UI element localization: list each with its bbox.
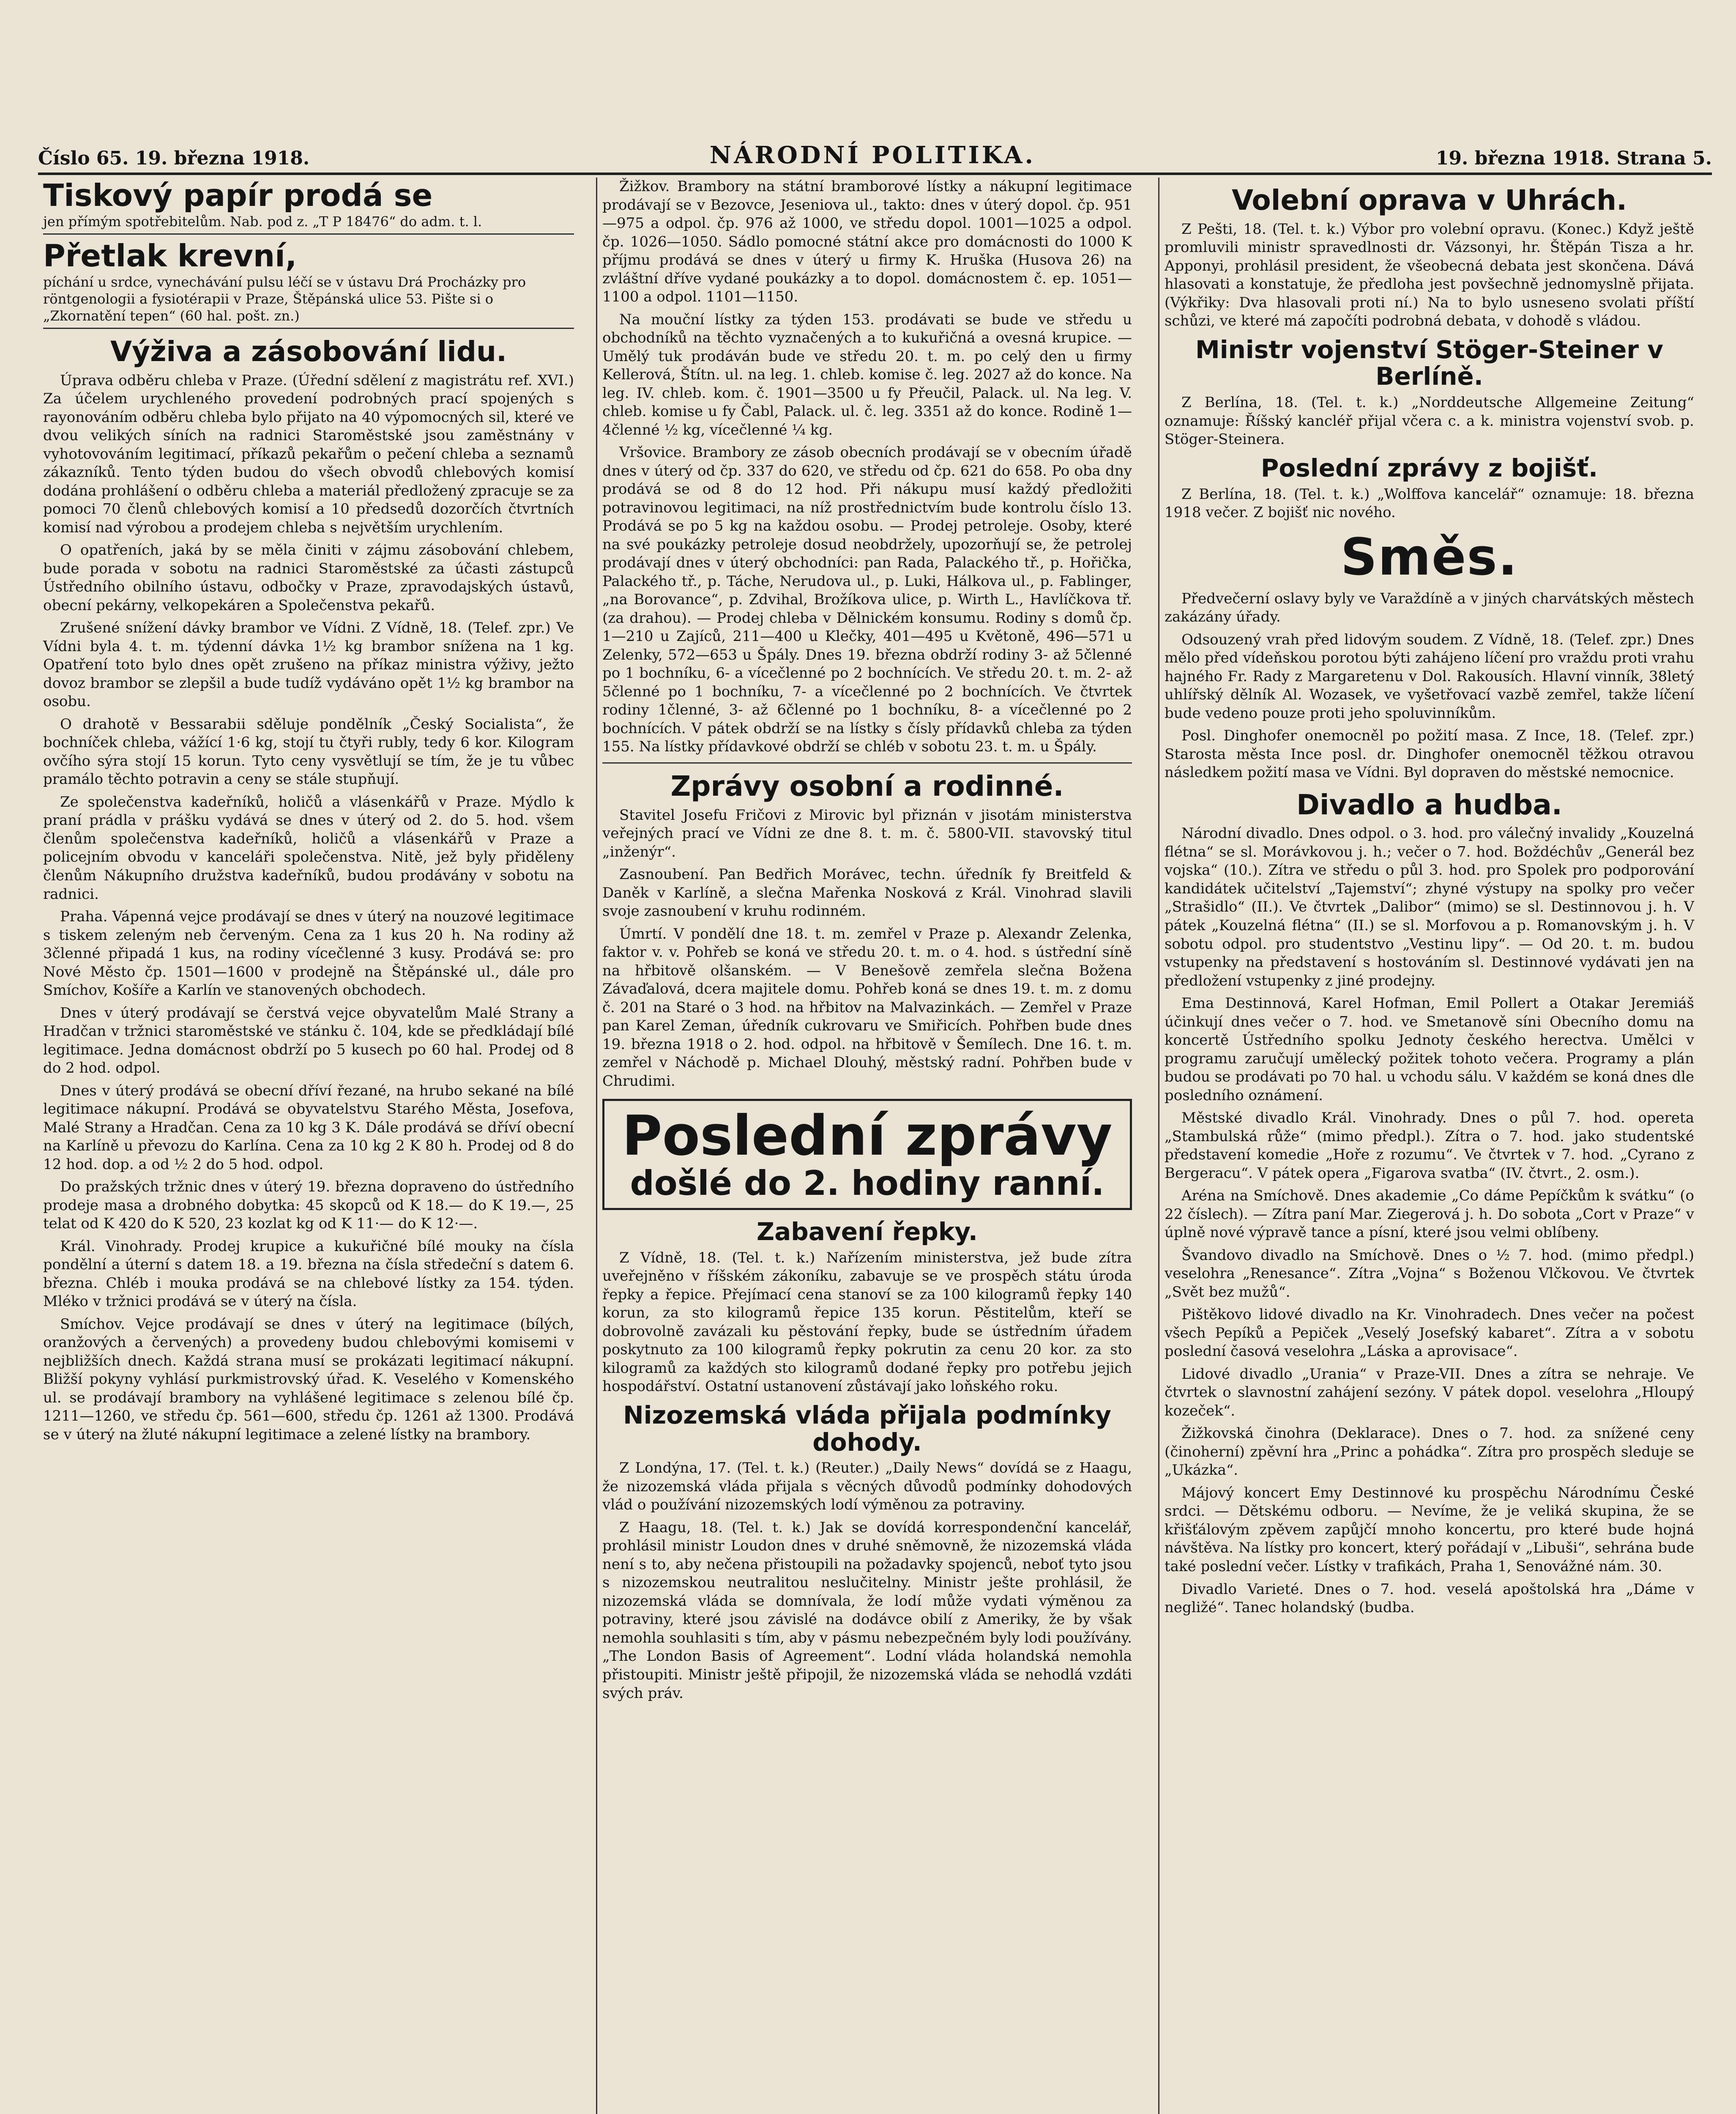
article-paragraph: Smíchov. Vejce prodávají se dnes v úterý na legitimace (bílých, oranžových a červených) a provedeny budou chlebovými komisemi v nejbližších dnech. Každá strana musí se prokázati legitimací nákupní. Bližší pokyny vyhlásí purkmistrovský úřad. K. Veselého v Komenského ul. se prodávají brambory na vyhlášené legitimace s zelenou bílé čp. 1211—1260, ve středu čp. 561—600, středu čp. 1261 až 1300. Prodává se v úterý na žluté nákupní legitimace a zelené lístky na brambory.: [43, 1315, 574, 1443]
column-3: [1158, 178, 1699, 2114]
article-heading-dutch-government: Nizozemská vláda přijala podmínky dohody.: [623, 1400, 1111, 1457]
page-header: [38, 140, 1712, 169]
article-paragraph: Lidové divadlo „Urania“ v Praze-VII. Dnes a zítra se nehraje. Ve čtvrtek o slavnostní zahájení sezóny. V pátek dopol. veselohra „Hloupý kozeček“.: [1165, 1365, 1694, 1419]
section-heading-miscellany: Směs.: [1340, 528, 1518, 587]
newspaper-title: NÁRODNÍ POLITIKA.: [709, 141, 1036, 169]
article-paragraph: Švandovo divadlo na Smíchově. Dnes o ½ 7. hod. (mimo předpl.) veselohra „Renesance“. Zítra „Vojna“ s Boženou Vlčkovou. Ve čtvrtek „Svět bez mužů“.: [1165, 1246, 1694, 1301]
section-heading-theatre-music: Divadlo a hudba.: [1296, 788, 1562, 821]
article-paragraph: Májový koncert Emy Destinnové ku prospěchu Národnímu České srdci. — Dětskému odboru. — Nevíme, že je veliká skupina, že se křišťálovým zpěvem zapůjčí mnoho koncertu, pro které bude hojná návštěva. Na lístky pro koncert, který pořádají v „Libuši“, sehrána bude také poslední večer. Lístky v trafikách, Praha 1, Senovážné nám. 30.: [1165, 1484, 1694, 1575]
latest-news-title: Poslední zprávy: [622, 1104, 1113, 1168]
article-paragraph: Národní divadlo. Dnes odpol. o 3. hod. pro válečný invalidy „Kouzelná flétna“ se sl. Morávkovou j. h.; večer o 7. hod. Boždéchův „Generál bez vojska“ (10.). Zítra ve středu o půl 3. hod. pro Spolek pro podporování kandidátek učitelství „Tajemství“; zhyné výstupy na spolky pro večer „Strašidlo“ (II.). Ve čtvrtek „Dalibor“ (mimo) se sl. Destinnovou j. h. V pátek „Kouzelná flétna“ (II.) se sl. Morfovou a p. Romanovským j. h. V sobotu odpol. pro studentstvo „Vestinu lipy“. — Od 20. t. m. budou vstupenky na představení s hostováním sl. Destinnové vydávati jen na předložení vstupenky z jiné prodejny.: [1165, 825, 1694, 989]
article-paragraph: Vršovice. Brambory ze zásob obecních prodávají se v obecním úřadě dnes v úterý od čp. 337 do 620, ve středu od čp. 621 do 658. Po oba dny prodává se od 8 do 12 hod. Při nákupu musí každý předložiti potravinovou legitimaci, na níž prostřednictvím bude kontrolu číslo 13. Prodává se po 5 kg na každou osobu. — Prodej petroleje. Osoby, které na své poukázky petroleje dosud neobdržely, upozorňují se, že petrolej prodávají dnes v úterý obchodníci: pan Rada, Palackého tř., p. Hořička, Palackého tř., p. Táche, Nerudova ul., p. Luki, Hálkova ul., p. Fablinger, „na Borovance“, p. Zdvihal, Brožíkova ulice, p. Wirth L., Havlíčkova tř. (za drahou). — Prodej chleba v Dělnickém konsumu. Rodiny s domů čp. 1—210 u Zajíců, 211—400 u Klečky, 401—495 u Květoně, 496—571 u Zelenky, 572—653 u Špály. Dnes 19. března obdrží rodiny 3- až 5členné po 1 bochníku, 6- a vícečlenné po 2 bochnících. Ve středu 20. t. m. 2- až 5členné po 1 bochníku, 7- a vícečlenné po 2 bochnících. Ve čtvrtek rodiny 1členné, 3- až 6členné po 1 bochníku, 8- a vícečlenné po 2 bochnících. V pátek obdrží se na lístky s čísly přídavků chleba za týden 155. Na lístky přídavkové obdrží se chléb v sobotu 23. t. m. u Špály.: [602, 444, 1132, 756]
article-paragraph: Z Haagu, 18. (Tel. t. k.) Jak se dovídá korrespondenční kancelář, prohlásil ministr Loudon dnes v druhé sněmovně, že nizozemská vláda není s to, aby nečena přistoupili na požadavky spojenců, neboť tyto jsou s nizozemskou neutralitou neslučitelny. Ministr ješte prohlásil, že nizozemská vláda se domnívala, že lodí může vydati výměnou za potraviny, které jsou závislé na dodávce obilí z Ameriky, že by však nemohla souhlasiti s tím, aby v pásmu nebezpečném byly lodi používány. „The London Basis of Agreement“. Lodní vláda holandská nemohla přistoupiti. Ministr ještě připojil, že nizozemská vláda se nehodlá vzdáti svých práv.: [602, 1519, 1132, 1702]
advert-blood-pressure-text: píchání u srdce, vynechávání pulsu léčí se v ústavu Drá Procházky pro röntgenologii a fysiotérapii v Praze, Štěpánská ulice 53. Pište si o „Zkornatění tepen“ (60 hal. pošt. zn.): [43, 274, 526, 324]
latest-news-banner: [602, 1099, 1132, 1210]
article-heading-rapeseed: Zabavení řepky.: [757, 1217, 978, 1246]
article-paragraph: Dnes v úterý prodávají se čerstvá vejce obyvatelům Malé Strany a Hradčan v tržnici staroměstské ve stánku č. 104, kde se předkládají bílé legitimace. Jedna domácnost obdrží po 5 kusech po 60 hal. Prodej od 8 do 2 hod. odpol.: [43, 1004, 574, 1077]
article-paragraph: Odsouzený vrah před lidovým soudem. Z Vídně, 18. (Telef. zpr.) Dnes mělo před vídeňskou porotou býti zahájeno líčení pro vraždu proti vrahu hajného Fr. Rady z Margaretenu v Dol. Rakousích. Hlavní vinník, 38letý uhlířský dělník Al. Wozasek, ve vyšetřovací vazbě zemřel, takže líčení bude vedeno pouze proti jeho spoluvinníkům.: [1165, 631, 1694, 722]
article-paragraph: Aréna na Smíchově. Dnes akademie „Co dáme Pepíčkům k svátku“ (o 22 číslech). — Zítra paní Mar. Ziegerová j. h. Do sobota „Cort v Praze“ v úplně nové výpravě tance a písní, které jsou velmi oblíbeny.: [1165, 1187, 1694, 1241]
article-paragraph: Městské divadlo Král. Vinohrady. Dnes o půl 7. hod. opereta „Stambulská růže“ (mimo předpl.). Zítra o 7. hod. jako studentské představení komedie „Hoře z rozumu“. Ve čtvrtek v 7. hod. „Cyrano z Bergeracu“. V pátek opera „Figarova svatba“ (IV. čtvrt., 2. osm.).: [1165, 1109, 1694, 1182]
article-paragraph: Stavitel Josefu Fričovi z Mirovic byl přiznán v jisotám ministerstva veřejných prací ve Vídni ze dne 8. t. m. č. 5800-VII. stavovský titul „inženýr“.: [602, 806, 1132, 860]
article-paragraph: Žižkov. Brambory na státní bramborové lístky a nákupní legitimace prodávají se v Bezovce, Jeseniova ul., takto: dnes v úterý dopol. čp. 951—975 a odpol. čp. 976 až 1000, ve středu dopol. 1001—1025 a odpol. čp. 1026—1050. Sádlo pomocné státní akce pro domácnosti do 1000 K příjmu prodává se dnes v úterý u firmy K. Hruška (Husova 26) na zvláštní dříve vydané poukázky a to dopol. domácnostem č. ep. 1051—1100 a odpol. 1101—1150.: [602, 178, 1132, 306]
advert-paper-heading: Tiskový papír prodá se: [43, 178, 433, 213]
advert-blood-pressure: [43, 238, 574, 329]
article-paragraph: Zrušené snížení dávky brambor ve Vídni. Z Vídně, 18. (Telef. zpr.) Ve Vídni byla 4. t. m. týdenní dávka 1½ kg brambor snížena na 1 kg. Opatření toto bylo dnes opět zrušeno na příkaz ministra výživy, ježto dovoz brambor se zlepšil a bude tudíž vydáváno opět 1½ kg brambor na osobu.: [43, 619, 574, 710]
section-heading-food-supply: Výživa a zásobování lidu.: [110, 335, 507, 368]
header-rule: [38, 173, 1712, 175]
article-paragraph: Z Berlína, 18. (Tel. t. k.) „Norddeutsche Allgemeine Zeitung“ oznamuje: Říšský kancléř přijal včera c. a k. ministra vojenství svob. p. Stöger-Steinera.: [1165, 394, 1694, 448]
advert-paper: [43, 178, 574, 235]
article-paragraph: Ze společenstva kadeřníků, holičů a vlásenkářů v Praze. Mýdlo k praní prádla v prášku vydává se dnes v úterý od 2. do 5. hod. všem členům společenstva kadeřníků, holičů a vlásenkářů v Praze a policejním obvodu v kanceláři společenstva. Nitě, jež byly přiděleny členům Nákupního družstva kadeřníků, budou prodávány v sobotu na radnici.: [43, 793, 574, 903]
section-divider: [602, 762, 1132, 764]
article-paragraph: Do pražských tržnic dnes v úterý 19. března dopraveno do ústředního prodeje masa a drobného dobytka: 45 skopců od K 18.— do K 19.—, 25 telat od K 420 do K 520, 23 kozlat kg od K 11·— do K 12·—.: [43, 1178, 574, 1232]
article-paragraph: Pištěkovo lidové divadlo na Kr. Vinohradech. Dnes večer na počest všech Pepíků a Pepiček „Veselý Josefský kabaret“. Zítra a v sobotu poslední časová veselohra „Láska a aprovisace“.: [1165, 1306, 1694, 1360]
article-paragraph: Praha. Vápenná vejce prodávají se dnes v úterý na nouzové legitimace s tiskem zeleným neb červeným. Cena za 1 kus 20 h. Na rodiny až 3členné připadá 1 kus, na rodiny vícečlenné 3 kusy. Prodává se: pro Nové Město čp. 1501—1600 v prodejně na Štěpánské ul., dále pro Smíchov, Košíře a Karlín ve stanovených obchodech.: [43, 908, 574, 999]
article-paragraph: Z Vídně, 18. (Tel. t. k.) Nařízením ministerstva, jež bude zítra uveřejněno v říšském zákoníku, zabavuje se ve prospěch státu úroda řepky a řepice. Přejímací cena stanoví se za 100 kilogramů řepky 140 korun, za sto kilogramů řepice 135 korun. Pěstitelům, kteří se dobrovolně zavázali ku pěstování řepky, bude se ústředním úřadem poskytnuto za 100 kilogramů řepky pokrutin za cenu 20 kor. za sto kilogramů za každých sto kilogramů dodané řepky pro potřebu jejich hospodářství. Ostatní ustanovení zůstávají jako loňského roku.: [602, 1249, 1132, 1395]
section-heading-personal-news: Zprávy osobní a rodinné.: [670, 769, 1064, 802]
article-paragraph: Na mouční lístky za týden 153. prodávati se bude ve středu u obchodníků na těchto vyznačených a to kukuřičná a ovesná krupice. — Umělý tuk prodáván bude ve středu 20. t. m. po celý den u firmy Kellerová, Štítn. ul. na leg. 1. chleb. komise č. leg. 2027 až do konce. Na leg. IV. chleb. kom. č. 1901—3500 u fy Přeučil, Palack. ul. Na leg. V. chleb. komise u fy Čabl, Palack. ul. č. leg. 3351 až do konce. Rodině 1—4členné ½ kg, vícečlenné ¼ kg.: [602, 311, 1132, 438]
header-issue: Číslo 65. 19. března 1918.: [38, 148, 310, 169]
article-heading-battlefield-news: Poslední zprávy z bojišť.: [1260, 453, 1598, 482]
column-2: [596, 178, 1137, 2114]
article-paragraph: Ema Destinnová, Karel Hofman, Emil Pollert a Otakar Jeremiáš účinkují dnes večer o 7. hod. ve Smetanově síni Obecního domu na koncertě Ústředního spolku Jednoty českého herectva. Umělci v programu zaručují umělecký požitek tohoto večera. Programy a plán budou se prodávati po 70 hal. u vchodu sálu. V každém se koná dnes dle posledního oznámení.: [1165, 995, 1694, 1104]
article-paragraph: O opatřeních, jaká by se měla činiti v zájmu zásobování chlebem, bude porada v sobotu na radnici Staroměstské za účasti zástupců Ústředního obilního ústavu, odbočky v Praze, zpravodajských ústavů, obecní pekárny, velkopekáren a Společenstva pekařů.: [43, 542, 574, 614]
article-paragraph: Z Londýna, 17. (Tel. t. k.) (Reuter.) „Daily News“ dovídá se z Haagu, že nizozemská vláda přijala s věcných důvodů podmínky dohodových vlád o používání nizozemských lodí výměnou za potraviny.: [602, 1460, 1132, 1514]
article-paragraph: O drahotě v Bessarabii sděluje pondělník „Český Socialista“, že bochníček chleba, vážící 1·6 kg, stojí tu čtyři rubly, tedy 6 kor. Kilogram ovčího sýra stojí 15 korun. Tyto ceny vysvětlují se tím, že je tu vůbec pramálo těchto potravin a ceny se stále stupňují.: [43, 715, 574, 788]
advert-paper-text: jen přímým spotřebitelům. Nab. pod z. „T P 18476“ do adm. t. l.: [43, 214, 482, 230]
article-paragraph: Divadlo Varieté. Dnes o 7. hod. veselá apoštolská hra „Dáme v negližé“. Tanec holandský (budba.: [1165, 1580, 1694, 1616]
article-paragraph: Král. Vinohrady. Prodej krupice a kukuřičné bílé mouky na čísla pondělní a úterní s datem 18. a 19. března na čísla středeční s datem 6. března. Chléb i mouka prodává se na chlebové lístky za 154. týden. Mléko v tržnici prodává se v úterý na čísla.: [43, 1238, 574, 1310]
article-paragraph: Předvečerní oslavy byly ve Varaždíně a v jiných charvátských městech zakázány úřady.: [1165, 590, 1694, 626]
header-date-page: 19. března 1918. Strana 5.: [1435, 148, 1712, 169]
section-heading-electoral-reform: Volební oprava v Uhrách.: [1231, 184, 1627, 216]
article-paragraph: Dnes v úterý prodává se obecní dříví řezané, na hrubo sekané na bílé legitimace nákupní. Prodává se obyvatelstvu Starého Města, Josefova, Malé Strany a Hradčan. Cena za 10 kg 3 K. Dále prodává se dříví obecní na Karlíně u převozu do Karlína. Cena za 10 kg 2 K 80 h. Prodej od 8 do 12 hod. dop. a od ½ 2 do 5 hod. odpol.: [43, 1082, 574, 1173]
advert-blood-pressure-heading: Přetlak krevní,: [43, 238, 297, 274]
article-paragraph: Žižkovská činohra (Deklarace). Dnes o 7. hod. za snížené ceny (činoherní) zpěvní hra „Princ a pohádka“. Zítra pro prospěch sleduje se „Ukázka“.: [1165, 1425, 1694, 1479]
article-paragraph: Z Pešti, 18. (Tel. t. k.) Výbor pro volební opravu. (Konec.) Když ještě promluvili ministr spravedlnosti dr. Vázsonyi, hr. Štěpán Tisza a hr. Apponyi, prohlásil president, že všeobecná debata jest skončena. Dává hlasovati a konstatuje, že předloha jest povšechně jednomyslně přijata. (Výkřiky: Dva hlasovali proti ní.) Na to bylo usneseno svolati příští schůzi, ve které má započíti podrobná debata, v dohodě s vládou.: [1165, 220, 1694, 330]
article-paragraph: Úmrtí. V pondělí dne 18. t. m. zemřel v Praze p. Alexandr Zelenka, faktor v. v. Pohřeb se koná ve středu 20. t. m. o 4. hod. s ústřední síně na hřbitově olšanském. — V Benešově zemřela slečna Božena Závaďalová, dcera majitele domu. Pohřeb koná se dnes 19. t. m. z domu č. 201 na Staré o 3 hod. na hřbitov na Malvazinkách. — Zemřel v Praze pan Karel Zeman, úředník cukrovaru ve Smiřicích. Pohřben bude dnes 19. března 1918 o 2. hod. odpol. na hřbitově v Šemílech. Dne 16. t. m. zemřel v Náchodě p. Michael Dlouhý, městský radní. Pohřben bude v Chrudimi.: [602, 925, 1132, 1090]
article-heading-war-minister: Ministr vojenství Stöger-Steiner v Berlíně.: [1195, 335, 1663, 391]
article-paragraph: Z Berlína, 18. (Tel. t. k.) „Wolffova kancelář“ oznamuje: 18. března 1918 večer. Z bojišť nic nového.: [1165, 485, 1694, 521]
article-paragraph: Posl. Dinghofer onemocněl po požití masa. Z Ince, 18. (Telef. zpr.) Starosta města Ince posl. dr. Dinghofer onemocněl těžkou otravou následkem požití masa ve Vídni. Byl dopraven do městské nemocnice.: [1165, 727, 1694, 781]
article-paragraph: Zasnoubení. Pan Bedřich Morávec, techn. úředník fy Breitfeld & Daněk v Karlíně, a slečna Mařenka Nosková z Král. Vinohrad slavili svoje zasnoubení v kruhu rodinném.: [602, 866, 1132, 920]
article-paragraph: Úprava odběru chleba v Praze. (Úřední sdělení z magistrátu ref. XVI.) Za účelem urychleného provedení podrobných prací spojených s rayonováním odběru chleba bylo přijato na 40 výpomocných sil, které ve dvou velikých síních na radnici Staroměstské jsou zaměstnány v vyhotovováním legitimací, příkazů pekařům o pečení chleba a seznamů zákazníků. Tento týden budou do všech obvodů chlebových komisí dodána prohlášení o odběru chleba a materiál předložený zpracuje se za pomoci 70 členů chlebových komisí a 10 předsedů dozorčích čtvrtních komisí nad výrobou a prodejem chleba s největším urychlením.: [43, 372, 574, 536]
latest-news-subtitle: došlé do 2. hodiny ranní.: [630, 1163, 1104, 1203]
column-1: [38, 178, 579, 2114]
